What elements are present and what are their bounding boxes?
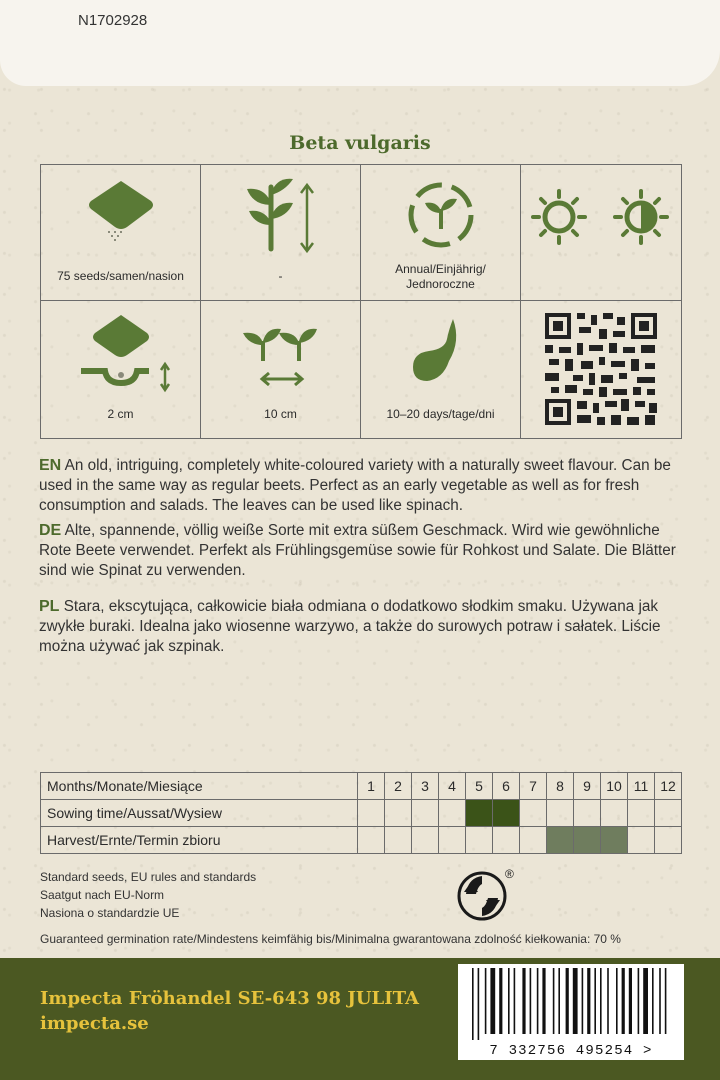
description-en <box>39 456 679 516</box>
harvest-month-10 <box>601 827 628 854</box>
barcode-bar <box>553 968 555 1034</box>
harvest-month-9 <box>574 827 601 854</box>
seed-count-label: 75 seeds/samen/nasion <box>57 269 184 283</box>
barcode-bar <box>542 968 545 1034</box>
sowing-month-8 <box>547 800 574 827</box>
harvest-label: Harvest/Ernte/Termin zbioru <box>41 827 358 854</box>
calendar-months-row <box>41 773 682 800</box>
website-link[interactable]: impecta.se <box>40 1013 149 1034</box>
description-de <box>39 521 679 581</box>
spacing-label: 10 cm <box>264 407 297 421</box>
spacing-cell <box>201 301 361 438</box>
height-cell <box>201 165 361 301</box>
barcode-bar <box>622 968 625 1034</box>
latin-name: Beta vulgaris <box>289 132 431 154</box>
harvest-month-3 <box>412 827 439 854</box>
lifecycle-label-1: Annual/Einjährig/ <box>395 262 486 276</box>
description-text-en: An old, intriguing, completely white-coloured variety with a naturally sweet flavour. Can be used in the same way as regular beets. Perfect as an early vegetable as well as for fresh consumption and salads. The leaves can be used like spinach. <box>39 457 671 514</box>
barcode-bar <box>530 968 532 1034</box>
sowing-month-4 <box>439 800 466 827</box>
barcode-bar <box>558 968 560 1034</box>
barcode-bar <box>522 968 525 1034</box>
month-2: 2 <box>385 773 412 800</box>
description-pl <box>39 597 679 657</box>
registered-mark: ® <box>505 867 514 881</box>
germination-rate: Guaranteed germination rate/Mindestens keimfähig bis/Minimalna gwarantowana zdolność kiełkowania: 70 % <box>40 932 621 946</box>
company-address <box>40 986 419 1036</box>
standards-line-3: Nasiona o standardzie UE <box>40 906 180 920</box>
month-9: 9 <box>574 773 601 800</box>
barcode-bar <box>537 968 539 1034</box>
barcode-bar <box>616 968 618 1034</box>
barcode-bar <box>659 968 661 1034</box>
seed-standards <box>40 868 256 922</box>
harvest-month-12 <box>655 827 682 854</box>
barcode-bar <box>607 968 609 1034</box>
barcode-bar <box>490 968 495 1034</box>
month-10: 10 <box>601 773 628 800</box>
barcode-bar <box>514 968 516 1034</box>
barcode-bar <box>499 968 502 1034</box>
sowing-month-2 <box>385 800 412 827</box>
half-sun-icon <box>521 165 681 301</box>
month-5: 5 <box>466 773 493 800</box>
barcode-bars <box>458 964 684 1042</box>
month-7: 7 <box>520 773 547 800</box>
barcode-bar <box>665 968 667 1034</box>
harvest-month-11 <box>628 827 655 854</box>
lang-code-de: DE <box>39 522 62 539</box>
month-4: 4 <box>439 773 466 800</box>
lang-code-en: EN <box>39 457 62 474</box>
qr-code[interactable] <box>521 301 681 437</box>
product-code: N1702928 <box>78 12 148 29</box>
sowing-month-3 <box>412 800 439 827</box>
harvest-month-2 <box>385 827 412 854</box>
barcode-bar <box>582 968 584 1034</box>
description-text-pl: Stara, ekscytująca, całkowicie biała odmiana o dodatkowo słodkim smaku. Używana jak zwykłe buraki. Idealna jako wiosenne warzywo, a także do surowych potraw i sałatek. Liście można używać jak szpinak. <box>39 598 661 655</box>
depth-label: 2 cm <box>107 407 134 421</box>
qr-cell <box>521 301 681 438</box>
barcode-bar <box>508 968 510 1034</box>
sowing-month-6 <box>493 800 520 827</box>
month-12: 12 <box>655 773 682 800</box>
harvest-month-5 <box>466 827 493 854</box>
barcode-bar <box>478 968 480 1040</box>
sowing-month-11 <box>628 800 655 827</box>
calendar-sowing-row <box>41 800 682 827</box>
barcode <box>458 964 684 1060</box>
harvest-month-6 <box>493 827 520 854</box>
standards-line-1: Standard seeds, EU rules and standards <box>40 870 257 884</box>
sowing-month-10 <box>601 800 628 827</box>
barcode-bar <box>638 968 640 1034</box>
height-label: - <box>278 269 283 283</box>
growing-info-grid <box>40 164 682 439</box>
barcode-bar <box>472 968 474 1040</box>
seeds-cell <box>41 165 201 301</box>
sowing-month-7 <box>520 800 547 827</box>
harvest-month-1 <box>358 827 385 854</box>
barcode-bar <box>643 968 648 1034</box>
barcode-bar <box>629 968 632 1034</box>
germination-cell <box>361 301 521 438</box>
barcode-bar <box>652 968 654 1034</box>
sowing-month-5 <box>466 800 493 827</box>
harvest-month-7 <box>520 827 547 854</box>
barcode-bar <box>566 968 569 1034</box>
description-text-de: Alte, spannende, völlig weiße Sorte mit extra süßem Geschmack. Wird wie gewöhnliche Rote Beete verwendet. Perfekt als Frühlingsgemüse sowie für Rohkost und Salate. Die Blätter sind wie Spinat zu verwenden. <box>39 522 676 579</box>
month-1: 1 <box>358 773 385 800</box>
barcode-bar <box>600 968 602 1034</box>
month-8: 8 <box>547 773 574 800</box>
harvest-month-4 <box>439 827 466 854</box>
standards-line-2: Saatgut nach EU-Norm <box>40 888 165 902</box>
sowing-calendar <box>40 772 682 854</box>
month-3: 3 <box>412 773 439 800</box>
company-name: Impecta Fröhandel SE-643 98 JULITA <box>40 988 419 1009</box>
green-dot-recycle-icon <box>456 864 522 924</box>
sowing-label: Sowing time/Aussat/Wysiew <box>41 800 358 827</box>
barcode-bar <box>594 968 596 1034</box>
month-11: 11 <box>628 773 655 800</box>
calendar-harvest-row <box>41 827 682 854</box>
months-label: Months/Monate/Miesiące <box>41 773 358 800</box>
lifecycle-label-2: Jednoroczne <box>406 277 475 291</box>
lang-code-pl: PL <box>39 598 60 615</box>
barcode-bar <box>587 968 590 1034</box>
sowing-month-1 <box>358 800 385 827</box>
barcode-bar <box>573 968 578 1034</box>
barcode-digits: 7 332756 495254 > <box>489 1043 653 1059</box>
sowing-month-12 <box>655 800 682 827</box>
barcode-bar <box>485 968 487 1034</box>
sun-cell <box>521 165 681 301</box>
harvest-month-8 <box>547 827 574 854</box>
sowing-month-9 <box>574 800 601 827</box>
month-6: 6 <box>493 773 520 800</box>
germination-label: 10–20 days/tage/dni <box>386 407 495 421</box>
depth-cell <box>41 301 201 438</box>
lifecycle-cell <box>361 165 521 301</box>
